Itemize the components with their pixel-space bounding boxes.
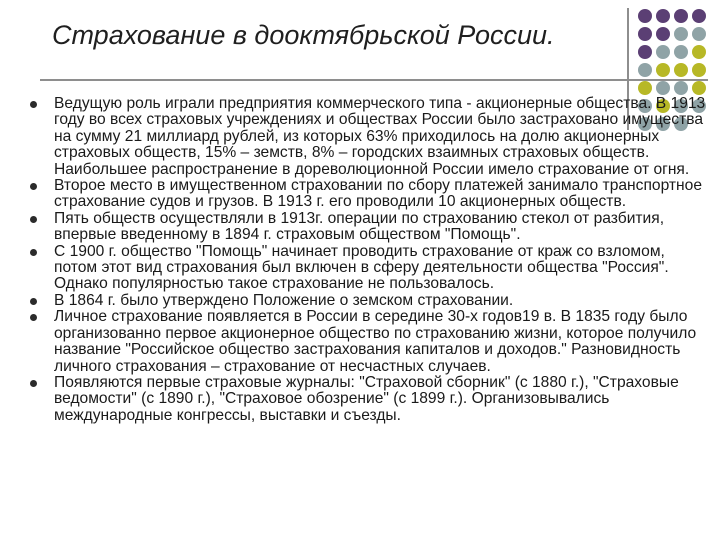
list-item-text: В 1864 г. было утверждено Положение о земском страховании. xyxy=(54,291,514,309)
decorative-dot xyxy=(692,45,706,59)
decorative-dot xyxy=(656,81,670,95)
decorative-dot xyxy=(674,45,688,59)
decorative-dot xyxy=(674,63,688,77)
decorative-dot xyxy=(656,27,670,41)
decorative-dot xyxy=(638,81,652,95)
list-item xyxy=(28,178,712,211)
decorative-dot xyxy=(692,9,706,23)
list-item xyxy=(28,96,712,178)
bullet-dot-icon xyxy=(30,249,37,256)
bullet-dot-icon xyxy=(30,314,37,321)
list-item xyxy=(28,293,712,309)
list-item xyxy=(28,375,712,424)
decorative-dot xyxy=(674,27,688,41)
decorative-dot xyxy=(638,27,652,41)
decorative-dot xyxy=(692,27,706,41)
decorative-dot xyxy=(656,45,670,59)
decorative-dot xyxy=(692,81,706,95)
list-item xyxy=(28,244,712,293)
bullet-dot-icon xyxy=(30,101,37,108)
decorative-dot xyxy=(692,63,706,77)
slide-title: Страхование в дооктябрьской России. xyxy=(52,20,555,50)
bullet-list xyxy=(28,96,712,424)
decorative-dot xyxy=(656,9,670,23)
list-item-text: Пять обществ осуществляли в 1913г. операции по страхованию стекол от разбития, впервые введенному в 1894 г. страховым обществом "Помощь". xyxy=(54,209,665,244)
decorative-dot xyxy=(638,63,652,77)
decorative-dot xyxy=(656,63,670,77)
decorative-dot xyxy=(674,81,688,95)
bullet-dot-icon xyxy=(30,298,37,305)
list-item-text: Ведущую роль играли предприятия коммерческого типа - акционерные общества. В 1913 году во всех страховых учреждениях и обществах России было застраховано имущества на сумму 21 миллиард рублей, из которых 63% приходилось на долю акционерных страховых обществ, 15% – земств, 8% – городских взаимных страховых обществ. Наибольшее распространение в дореволюционной России имело страхование от огня. xyxy=(54,95,706,178)
list-item-text: Второе место в имущественном страховании по сбору платежей занимало транспортное страхование судов и грузов. В 1913 г. его проводили 10 акционерных обществ. xyxy=(54,177,702,211)
bullet-dot-icon xyxy=(30,380,37,387)
list-item xyxy=(28,309,712,375)
list-item xyxy=(28,211,712,244)
list-item-text: Появляются первые страховые журналы: "Страховой сборник" (с 1880 г.), "Страховые ведомости" (с 1890 г.), "Страховое обозрение" (с 1899 г.). Организовывались международные конгрессы, выставки и съезды. xyxy=(54,373,679,424)
horizontal-divider xyxy=(40,79,708,81)
list-item-text: Личное страхование появляется в России в середине 30-х годов19 в. В 1835 году было организованно первое акционерное общество по страхованию жизни, которое получило название "Российское общество застрахования капиталов и доходов." Разновидность личного страхования – страхование от несчастных случаев. xyxy=(54,308,697,375)
decorative-dot xyxy=(638,9,652,23)
decorative-dot xyxy=(674,9,688,23)
bullet-dot-icon xyxy=(30,216,37,223)
decorative-dot xyxy=(638,45,652,59)
bullet-dot-icon xyxy=(30,183,37,190)
list-item-text: С 1900 г. общество "Помощь" начинает проводить страхование от краж со взломом, потом этот вид страхования был включен в сферу деятельности общества "Россия". Однако популярностью такое страхование не пользовалось. xyxy=(54,242,669,293)
